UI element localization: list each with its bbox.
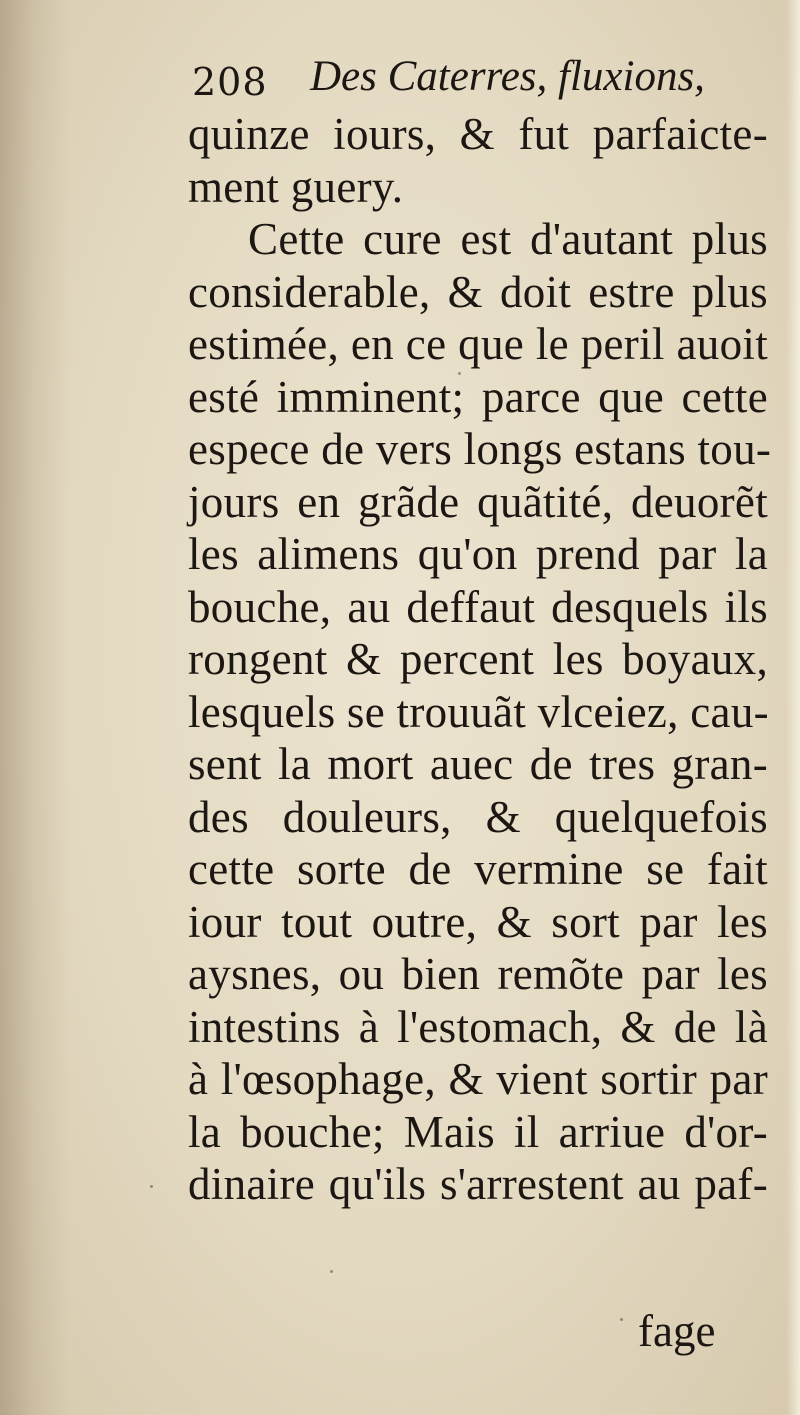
page-edge — [786, 0, 800, 1415]
text-line: lesquels se trouuãt vlceiez, cau- — [188, 686, 769, 737]
text-line: à l'œsophage, & vient sortir par — [188, 1054, 768, 1104]
catchword: fage — [638, 1306, 716, 1356]
text-line: la bouche; Mais il arriue d'or- — [188, 1106, 768, 1157]
text-line: intestins à l'estomach, & de là — [188, 1001, 768, 1052]
text-line: cette sorte de vermine se fait — [188, 844, 768, 894]
page-header — [192, 52, 752, 112]
text-line: dinaire qu'ils s'arrestent au paf- — [188, 1159, 768, 1209]
text-line: estimée, en ce que le peril auoit — [188, 319, 768, 369]
text-line: iour tout outre, & sort par les — [188, 896, 768, 947]
paper-speck — [620, 1318, 623, 1321]
body-text — [188, 108, 772, 1211]
text-line: des douleurs, & quelquefois — [188, 791, 768, 842]
paper-speck — [458, 372, 461, 375]
text-line: les alimens qu'on prend par la — [188, 529, 768, 579]
page-number: 208 — [192, 60, 268, 104]
gutter-shadow — [0, 0, 70, 1415]
text-line: bouche, au deffaut desquels ils — [188, 581, 768, 632]
paper-speck — [330, 1270, 333, 1273]
text-line: jours en grãde quãtité, deuorẽt — [188, 476, 768, 527]
text-line: sent la mort auec de tres gran- — [188, 739, 768, 789]
text-line: ment guery. — [188, 161, 404, 212]
text-line: rongent & percent les boyaux, — [188, 634, 768, 684]
text-line: esté imminent; parce que cette — [188, 371, 768, 422]
running-title: Des Caterres, fluxions, — [310, 53, 705, 100]
text-line: espece de vers longs estans tou- — [188, 424, 772, 474]
text-line: considerable, & doit estre plus — [188, 266, 768, 317]
text-line: aysnes, ou bien remõte par les — [188, 949, 768, 999]
text-line: quinze iours, & fut parfaicte- — [188, 109, 768, 159]
paper-speck — [150, 1185, 153, 1188]
text-line: Cette cure est d'autant plus — [248, 214, 768, 264]
